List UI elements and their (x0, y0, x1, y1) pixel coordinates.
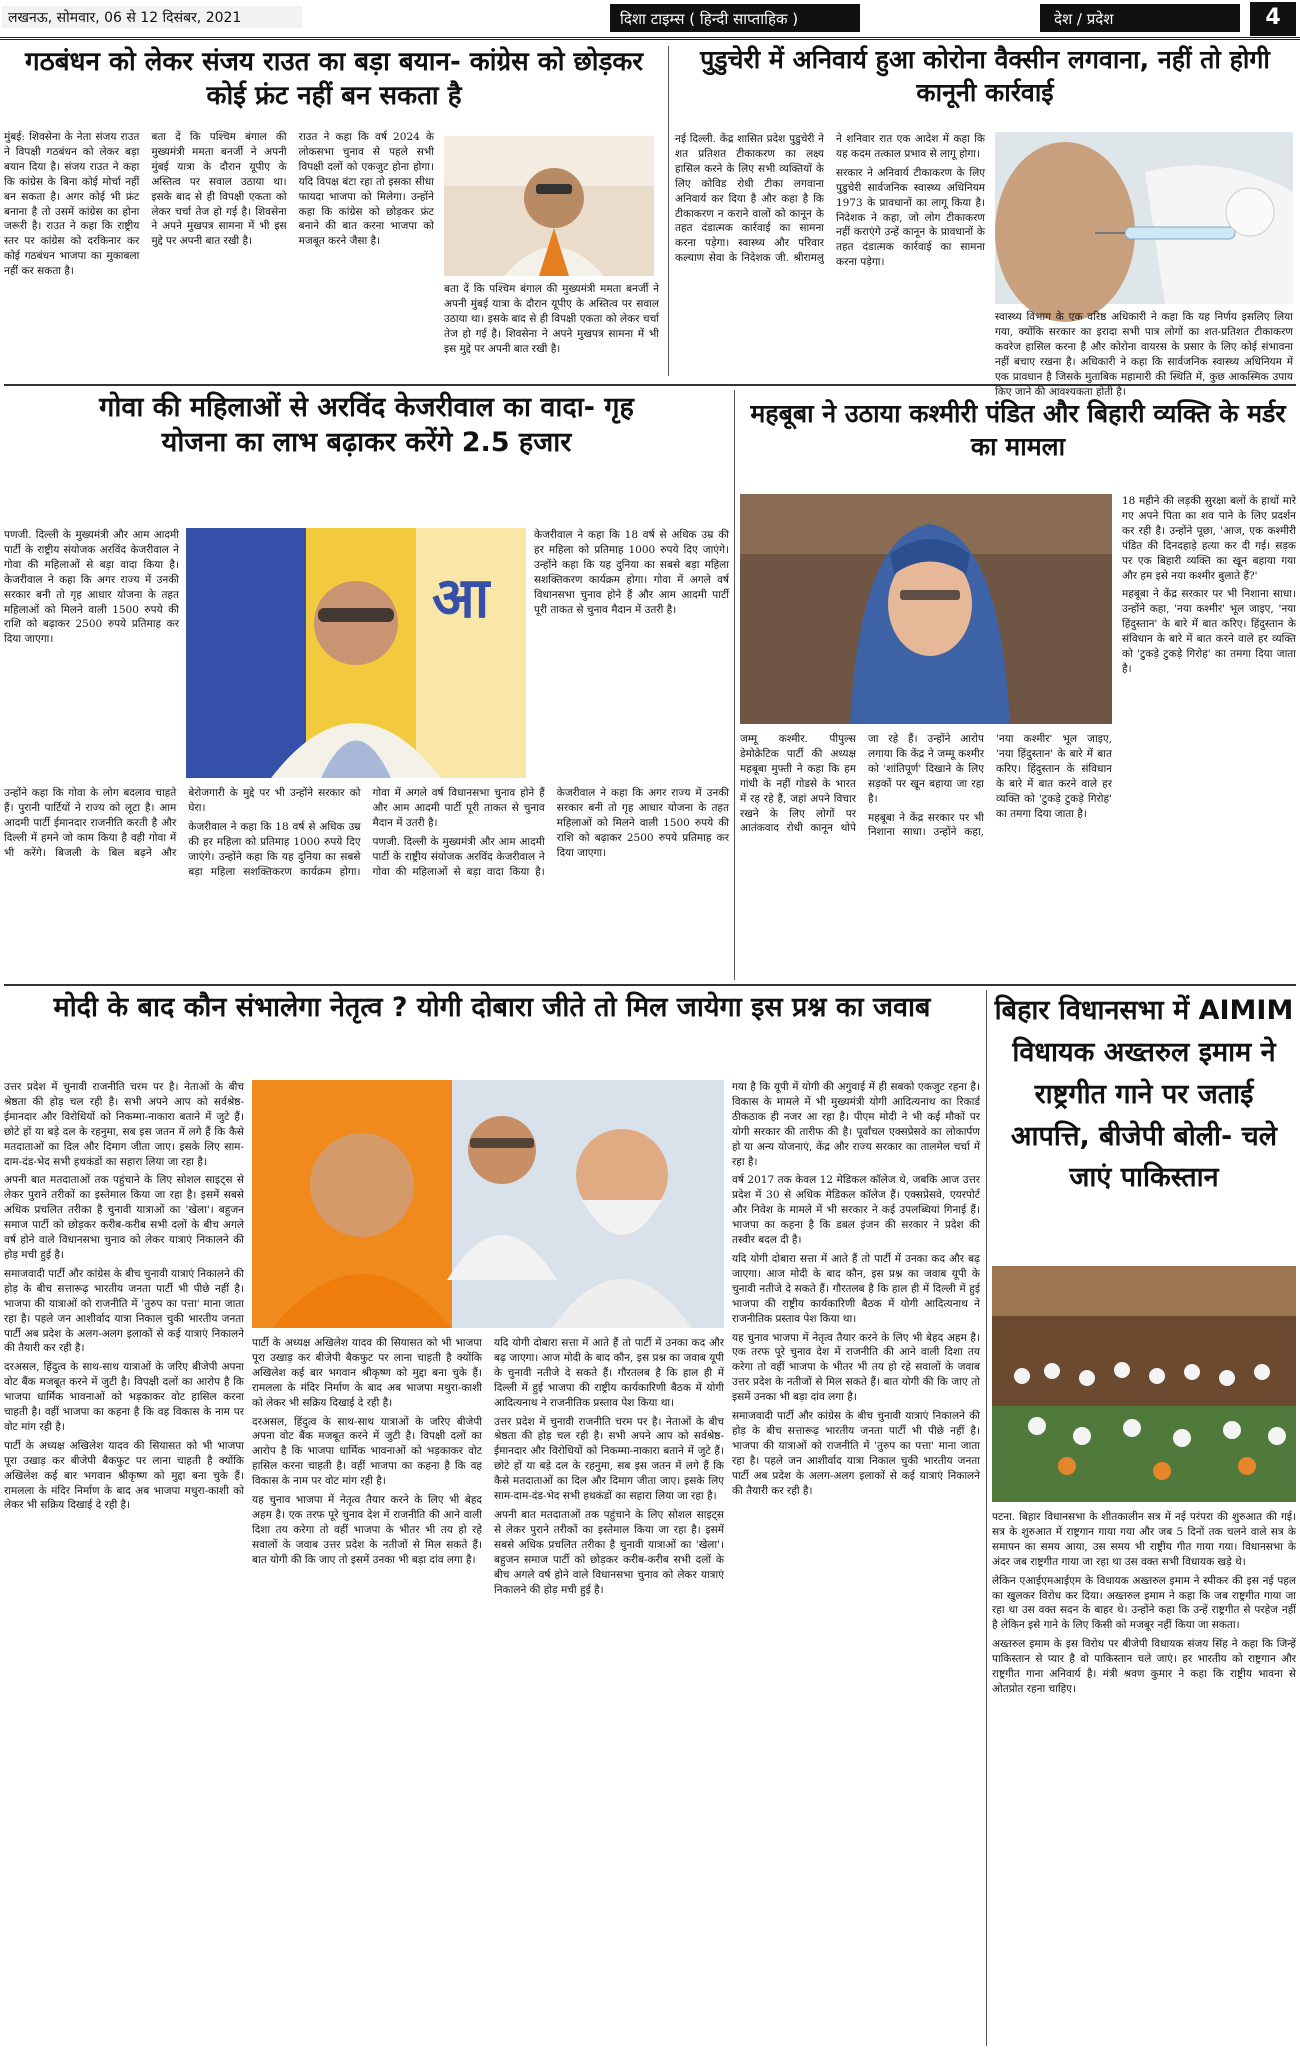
paragraph: मुंबई: शिवसेना के नेता संजय राउत ने विपक्षी गठबंधन को लेकर बड़ा बयान दिया है। संजय राउत ने कहा कि कांग्रेस के बिना कोई मोर्चा नहीं बन सकता है। अगर कोई भी फ्रंट बनाना है तो उसमें कांग्रेस का होना जरूरी है। राउत ने कहा कि राष्ट्रीय स्तर पर कांग्रेस को दरकिनार कर कोई गठबंधन भाजपा का मुकाबला नहीं कर सकता है। (4, 131, 140, 278)
story-kejriwal (4, 390, 729, 980)
paragraph: पटना. बिहार विधानसभा के शीतकालीन सत्र में नई परंपरा की शुरुआत की गई। सत्र के शुरुआत में राष्ट्रगान गाया गया और जब 5 दिनों तक चलने वाले सत्र के समापन का समय आया, उस समय भी राष्ट्रीय गीत गाया गया। विधानसभा के अंदर जब राष्ट्रगीत गाया जा रहा था उस वक्त सभी विधायक खड़े थे। (992, 1511, 1296, 1568)
headline-yogi[interactable]: मोदी के बाद कौन संभालेगा नेतृत्व ? योगी दोबारा जीते तो मिल जायेगा इस प्रश्न का जवाब (53, 992, 931, 1023)
paragraph: लेकिन एआईएमआईएम के विधायक अख्तरुल इमाम ने स्पीकर की इस नई पहल का खुलकर विरोध कर दिया। अख्तरुल इमाम ने कहा कि जब राष्ट्रगीत गाया जा रहा था उस वक्त सदन के बाहर थे। उन्होंने कहा कि उन्हें राष्ट्रगीत से परहेज नहीं है लेकिन इसे गाने के लिए किसी को मजबूर नहीं किया जा सकता। (992, 1574, 1296, 1632)
story-mehbooba (740, 398, 1296, 978)
issue-date: लखनऊ, सोमवार, 06 से 12 दिसंबर, 2021 (2, 6, 302, 28)
paragraph: समाजवादी पार्टी और कांग्रेस के बीच चुनावी यात्राएं निकालने की होड़ के बीच सत्तारूढ़ भारतीय जनता पार्टी भी पीछे नहीं है। भाजपा की यात्राओं को राजनीति में 'तुरुप का पत्ता' माना जाता रहा है। पहले जन आशीर्वाद यात्रा निकाल चुकी भारतीय जनता पार्टी अब प्रदेश के अलग-अलग इलाकों से कई यात्राएं निकालने की तैयारी कर रही है। (4, 1267, 244, 1355)
paragraph: पणजी. दिल्ली के मुख्यमंत्री और आम आदमी पार्टी के राष्ट्रीय संयोजक अरविंद केजरीवाल ने गोवा की महिलाओं से बड़ा वादा किया है। केजरीवाल ने कहा कि अगर राज्य में उनकी सरकार बनी तो गृह आधार योजना के तहत महिलाओं को मिलने वाली 1500 रुपये की राशि को बढ़ाकर 2500 रुपये प्रतिमाह कर दिया जाएगा। (4, 529, 179, 646)
headline-vaccine[interactable]: पुडुचेरी में अनिवार्य हुआ कोरोना वैक्सीन लगवाना, नहीं तो होगी कानूनी कार्रवाई (700, 45, 1270, 107)
body-assembly (992, 1510, 1296, 2046)
paragraph: केजरीवाल ने कहा कि 18 वर्ष से अधिक उम्र की हर महिला को प्रतिमाह 1000 रुपये दिए जाएंगे। उन्होंने कहा कि यह दुनिया का सबसे बड़ा महिला सशक्तिकरण कार्यक्रम होगा। गोवा में अगले वर्ष विधानसभा चुनाव होने हैं और आम आदमी पार्टी पूरी ताकत से चुनाव मैदान में उतरी है। (534, 529, 729, 616)
paragraph: वर्ष 2017 तक केवल 12 मेडिकल कॉलेज थे, जबकि आज उत्तर प्रदेश में 30 से अधिक मेडिकल कॉलेज हैं। एक्सप्रेसवे, एयरपोर्ट और निवेश के मामले में भी सरकार ने कई उपलब्धियां गिनाई हैं। भाजपा का कहना है कि डबल इंजन की सरकार ने प्रदेश की तस्वीर बदल दी है। (732, 1174, 980, 1247)
aap-logo-text: आ (432, 566, 490, 631)
paragraph: बता दें कि पश्चिम बंगाल की मुख्यमंत्री ममता बनर्जी ने अपनी मुंबई यात्रा के दौरान यूपीए के अस्तित्व पर सवाल उठाया था। इसके बाद से ही विपक्षी एकता को लेकर चर्चा तेज हो गई है। शिवसेना ने अपने मुखपत्र सामना में भी इस मुद्दे पर अपनी बात रखी है। (151, 131, 287, 248)
body-yogi-col4 (732, 1080, 980, 2046)
paragraph: राउत ने कहा कि वर्ष 2024 के लोकसभा चुनाव से पहले सभी विपक्षी दलों को एकजुट होना होगा। यदि विपक्ष बंटा रहा तो इसका सीधा फायदा भाजपा को मिलेगा। उन्होंने कहा कि कांग्रेस को छोड़कर फ्रंट बनाने की बात करना भाजपा को मजबूत करने जैसा है। (298, 131, 434, 248)
horizontal-divider (4, 984, 1296, 986)
paragraph: यदि योगी दोबारा सत्ता में आते हैं तो पार्टी में उनका कद और बढ़ जाएगा। आज मोदी के बाद कौन, इस प्रश्न का जवाब यूपी के चुनावी नतीजे दे सकते हैं। गौरतलब है कि हाल ही में दिल्ली में हुई भाजपा की राष्ट्रीय कार्यकारिणी बैठक में योगी आदित्यनाथ ने राजनीतिक प्रस्ताव पेश किया था। (494, 1337, 724, 1409)
body-mehbooba-right (1122, 494, 1296, 978)
column-divider (668, 46, 669, 376)
headline-raut[interactable]: गठबंधन को लेकर संजय राउत का बड़ा बयान- कांग्रेस को छोड़कर कोई फ्रंट नहीं बन सकता है (24, 47, 644, 111)
body-kejriwal-left (4, 528, 179, 778)
paper-name: दिशा टाइम्स ( हिन्दी साप्ताहिक ) (610, 4, 860, 32)
paragraph: पार्टी के अध्यक्ष अखिलेश यादव की सियासत को भी भाजपा पूरा उखाड़ कर बीजेपी बैकफुट पर लाना चाहती है क्योंकि अखिलेश कई बार भगवान श्रीकृष्ण को मुद्दा बना चुके हैं। रामलला के मंदिर निर्माण के बाद अब भाजपा मथुरा-काशी को लेकर भी सक्रिय दिखाई दे रही है। (252, 1337, 482, 1409)
paragraph: सरकार ने अनिवार्य टीकाकरण के लिए पुडुचेरी सार्वजनिक स्वास्थ्य अधिनियम 1973 के प्रावधानों का लागू किया है। निदेशक ने कहा, जो लोग टीकाकरण नहीं कराएंगे उन्हें कानून के प्रावधानों के तहत दंडात्मक कार्रवाई का सामना करना पड़ेगा। (836, 166, 985, 269)
masthead (0, 0, 1300, 40)
body-kejriwal-bottom (4, 786, 729, 980)
paragraph: अपनी बात मतदाताओं तक पहुंचाने के लिए सोशल साइट्स से लेकर पुराने तरीकों का इस्तेमाल किया जा रहा है। इसमें सबसे अधिक प्रचलित तरीका है चुनावी यात्राओं का 'खेला'। बहुजन समाज पार्टी को छोड़कर करीब-करीब सभी दलों के बीच अगले वर्ष होने वाले विधानसभा चुनाव को लेकर यात्राएं निकालने की होड़ मची हुई है। (494, 1508, 724, 1596)
page-number: 4 (1250, 2, 1296, 36)
body-kejriwal-right (534, 528, 729, 778)
paragraph: पणजी. दिल्ली के मुख्यमंत्री और आम आदमी पार्टी के राष्ट्रीय संयोजक अरविंद केजरीवाल ने गोवा की महिलाओं से बड़ा वादा किया है। केजरीवाल ने कहा कि अगर राज्य में उनकी सरकार बनी तो गृह आधार योजना के तहत महिलाओं को मिलने वाली 1500 रुपये की राशि को बढ़ाकर 2500 रुपये प्रतिमाह कर दिया जाएगा। (372, 787, 729, 878)
body-vaccine (675, 132, 985, 378)
paragraph: पार्टी के अध्यक्ष अखिलेश यादव की सियासत को भी भाजपा पूरा उखाड़ कर बीजेपी बैकफुट पर लाना चाहती है क्योंकि अखिलेश कई बार भगवान श्रीकृष्ण को मुद्दा बना चुके हैं। रामलला के मंदिर निर्माण के बाद अब भाजपा मथुरा-काशी को लेकर भी सक्रिय दिखाई दे रही है। (4, 1439, 244, 1512)
paragraph: यदि योगी दोबारा सत्ता में आते हैं तो पार्टी में उनका कद और बढ़ जाएगा। आज मोदी के बाद कौन, इस प्रश्न का जवाब यूपी के चुनावी नतीजे दे सकते हैं। गौरतलब है कि हाल ही में दिल्ली में हुई भाजपा की राष्ट्रीय कार्यकारिणी बैठक में योगी आदित्यनाथ ने राजनीतिक प्रस्ताव पेश किया था। (732, 1252, 980, 1325)
body-raut (4, 130, 434, 376)
section-label: देश / प्रदेश (1040, 4, 1240, 32)
body-mehbooba-bottom (740, 732, 1112, 978)
photo-raut (444, 136, 654, 276)
paragraph: दरअसल, हिंदुत्व के साथ-साथ यात्राओं के जरिए बीजेपी अपना वोट बैंक मजबूत करने में जुटी है। विपक्षी दलों का आरोप है कि भाजपा धार्मिक भावनाओं को भड़काकर वोट हासिल करना चाहती है। वहीं भाजपा का कहना है कि वह विकास के नाम पर वोट मांग रही है। (252, 1415, 482, 1488)
paragraph: समाजवादी पार्टी और कांग्रेस के बीच चुनावी यात्राएं निकालने की होड़ के बीच सत्तारूढ़ भारतीय जनता पार्टी भी पीछे नहीं है। भाजपा की यात्राओं को राजनीति में 'तुरुप का पत्ता' माना जाता रहा है। पहले जन आशीर्वाद यात्रा निकाल चुकी भारतीय जनता पार्टी अब प्रदेश के अलग-अलग इलाकों से कई यात्राएं निकालने की तैयारी कर रही है। (732, 1410, 980, 1497)
paragraph: दरअसल, हिंदुत्व के साथ-साथ यात्राओं के जरिए बीजेपी अपना वोट बैंक मजबूत करने में जुटी है। विपक्षी दलों का आरोप है कि भाजपा धार्मिक भावनाओं को भड़काकर वोट हासिल करना चाहती है। वहीं भाजपा का कहना है कि वह विकास के नाम पर वोट मांग रही है। (4, 1361, 244, 1433)
photo-kejriwal (186, 528, 526, 778)
story-raut (4, 46, 664, 376)
body-yogi-col1 (4, 1080, 244, 2046)
paragraph: महबूबा ने केंद्र सरकार पर भी निशाना साधा। उन्होंने कहा, 'नया कश्मीर' भूल जाइए, 'नया हिंदुस्तान' के बारे में बात करिए। हिंदुस्तान के संविधान के बारे में बात करने वाले हर व्यक्ति को 'टुकड़े टुकड़े गिरोह' का तमगा दिया जाता है। (1122, 588, 1296, 675)
paragraph: बता दें कि पश्चिम बंगाल की मुख्यमंत्री ममता बनर्जी ने अपनी मुंबई यात्रा के दौरान यूपीए के अस्तित्व पर सवाल उठाया था। इसके बाद से ही विपक्षी एकता को लेकर चर्चा तेज हो गई है। शिवसेना ने अपने मुखपत्र सामना में भी इस मुद्दे पर अपनी बात रखी है। (444, 283, 659, 355)
paragraph: महबूबा ने केंद्र सरकार पर भी निशाना साधा। उन्होंने कहा, 'नया कश्मीर' भूल जाइए, 'नया हिंदुस्तान' के बारे में बात करिए। हिंदुस्तान के संविधान के बारे में बात करने वाले हर व्यक्ति को 'टुकड़े टुकड़े गिरोह' का तमगा दिया जाता है। (868, 733, 1112, 839)
paragraph: उत्तर प्रदेश में चुनावी राजनीति चरम पर है। नेताओं के बीच श्रेष्ठता की होड़ चल रही है। सभी अपने आप को सर्वश्रेष्ठ-ईमानदार और विरोधियों को निकम्मा-नाकारा बताने में जुटे हैं। छोटे हों या बड़े दल के रहनुमा, सब इस जतन में लगे हैं कि कैसे मतदाताओं का दिल और दिमाग जीता जाए। इसके लिए साम-दाम-दंड-भेद सभी हथकंडों का सहारा लिया जा रहा है। (494, 1415, 724, 1503)
body-yogi-middle (252, 1336, 724, 2046)
headline-assembly[interactable]: बिहार विधानसभा में AIMIM विधायक अख्तरुल इमाम ने राष्ट्रगीत गाने पर जताई आपत्ति, बीजेपी बोली- चले जाएं पाकिस्तान (994, 995, 1294, 1194)
paragraph: नई दिल्ली. केंद्र शासित प्रदेश पुडुचेरी ने शत प्रतिशत टीकाकरण का लक्ष्य हासिल करने के लिए सभी व्यक्तियों के लिए कोविड रोधी टीका लगवाना अनिवार्य कर दिया है और कहा है कि टीकाकरण न कराने वालों को कानून के तहत दंडात्मक कार्रवाई का सामना करना पड़ेगा। स्वास्थ्य और परिवार कल्याण सेवा के निदेशक जी. श्रीरामलु ने शनिवार रात एक आदेश में कहा कि यह कदम तत्काल प्रभाव से लागू होगा। (675, 133, 985, 265)
paragraph: यह चुनाव भाजपा में नेतृत्व तैयार करने के लिए भी बेहद अहम है। एक तरफ पूरे चुनाव देश में राजनीति की आने वाली दिशा तय करेगा तो वहीं भाजपा के भीतर भी तय हो रहे सवालों के जवाब उत्तर प्रदेश के नतीजों से मिल सकते हैं। बात योगी की कि जाए तो इसमें उनका भी बड़ा दांव लगा है। (252, 1494, 482, 1566)
photo-vaccine (995, 132, 1293, 304)
column-divider (986, 990, 987, 2046)
paragraph: स्वास्थ्य विभाग के एक वरिष्ठ अधिकारी ने कहा कि यह निर्णय इसलिए लिया गया, क्योंकि सरकार का इरादा सभी पात्र लोगों का शत-प्रतिशत टीकाकरण कवरेज हासिल करना है और कोरोना वायरस के प्रसार के लिए कोई संभावना नहीं बचाए रखना है। अधिकारी ने कहा कि सार्वजनिक स्वास्थ्य अधिनियम में एक प्रावधान है जिसके मुताबिक महामारी की स्थिति में, कुछ आकस्मिक उपाय किए जाने की आवश्यकता होती है। (995, 311, 1293, 398)
paragraph: अपनी बात मतदाताओं तक पहुंचाने के लिए सोशल साइट्स से लेकर पुराने तरीकों का इस्तेमाल किया जा रहा है। इसमें सबसे अधिक प्रचलित तरीका है चुनावी यात्राओं का 'खेला'। बहुजन समाज पार्टी को छोड़कर करीब-करीब सभी दलों के बीच अगले वर्ष होने वाले विधानसभा चुनाव को लेकर यात्राएं निकालने की होड़ मची हुई है। (4, 1174, 244, 1261)
photo-assembly (992, 1266, 1296, 1502)
story-yogi (4, 990, 980, 2046)
paragraph: केजरीवाल ने कहा कि 18 वर्ष से अधिक उम्र की हर महिला को प्रतिमाह 1000 रुपये दिए जाएंगे। उन्होंने कहा कि यह दुनिया का सबसे बड़ा महिला सशक्तिकरण कार्यक्रम होगा। गोवा में अगले वर्ष विधानसभा चुनाव होने हैं और आम आदमी पार्टी पूरी ताकत से चुनाव मैदान में उतरी है। (188, 787, 545, 878)
body-vaccine-cont (995, 310, 1293, 398)
paragraph: उन्होंने कहा कि गोवा के लोग बदलाव चाहते हैं। पुरानी पार्टियों ने राज्य को लूटा है। आम आदमी पार्टी ईमानदार राजनीति करती है और दिल्ली में हमने जो काम किया है वही गोवा में भी करेंगे। बिजली के बिल बढ़ने और बेरोजगारी के मुद्दे पर भी उन्होंने सरकार को घेरा। (4, 787, 361, 859)
column-divider (734, 390, 735, 980)
story-vaccine (675, 44, 1295, 398)
paragraph: यह चुनाव भाजपा में नेतृत्व तैयार करने के लिए भी बेहद अहम है। एक तरफ पूरे चुनाव देश में राजनीति की आने वाली दिशा तय करेगा तो वहीं भाजपा के भीतर भी तय हो रहे सवालों के जवाब उत्तर प्रदेश के नतीजों से मिल सकते हैं। बात योगी की कि जाए तो इसमें उनका भी बड़ा दांव लगा है। (732, 1331, 980, 1404)
story-assembly (992, 990, 1296, 2046)
paragraph: जम्मू कश्मीर. पीपुल्स डेमोक्रेटिक पार्टी की अध्यक्ष महबूबा मुफ्ती ने कहा कि हम गांधी के नहीं गोडसे के भारत में रह रहे हैं, जहां अपने विचार रखने के लिए लोगों पर आतंकवाद रोधी कानून थोपे जा रहे हैं। उन्होंने आरोप लगाया कि केंद्र ने जम्मू कश्मीर को 'शांतिपूर्ण' दिखाने के लिए सड़कों पर खून बहाया जा रहा है। (740, 733, 984, 835)
paragraph: उत्तर प्रदेश में चुनावी राजनीति चरम पर है। नेताओं के बीच श्रेष्ठता की होड़ चल रही है। सभी अपने आप को सर्वश्रेष्ठ-ईमानदार और विरोधियों को निकम्मा-नाकारा बताने में जुटे हैं। छोटे हों या बड़े दल के रहनुमा, सब इस जतन में लगे हैं कि कैसे मतदाताओं का दिल और दिमाग जीता जाए। इसके लिए साम-दाम-दंड-भेद सभी हथकंडों का सहारा लिया जा रहा है। (4, 1081, 244, 1168)
body-raut-cont (444, 282, 659, 376)
photo-yogi (252, 1080, 724, 1328)
headline-kejriwal[interactable]: गोवा की महिलाओं से अरविंद केजरीवाल का वादा- गृह योजना का लाभ बढ़ाकर करेंगे 2.5 हजार (99, 392, 634, 459)
photo-mehbooba (740, 494, 1112, 724)
paragraph: गया है कि यूपी में योगी की अगुवाई में ही सबको एकजुट रहना है। विकास के मामले में भी मुख्यमंत्री योगी आदित्यनाथ का रिकार्ड ठीकठाक ही नजर आ रहा है। पीएम मोदी ने भी कई मौकों पर योगी सरकार की तारीफ की है। पूर्वांचल एक्सप्रेसवे का लोकार्पण हो या अन्य योजनाएं, केंद्र और राज्य सरकार का तालमेल चर्चा में रहा है। (732, 1081, 980, 1168)
paragraph: 18 महीने की लड़की सुरक्षा बलों के हाथों मारे गए अपने पिता का शव पाने के लिए प्रदर्शन कर रही है। उन्होंने पूछा, 'आज, एक कश्मीरी पंडित की दिनदहाड़े हत्या कर दी गई। सड़क पर एक बिहारी व्यक्ति का खून बहाया गया और हम इसे नया कश्मीर बुलाते हैं?' (1122, 495, 1296, 582)
horizontal-divider (4, 384, 1296, 386)
headline-mehbooba[interactable]: महबूबा ने उठाया कश्मीरी पंडित और बिहारी व्यक्ति के मर्डर का मामला (750, 399, 1286, 461)
paragraph: अख्तरुल इमाम के इस विरोध पर बीजेपी विधायक संजय सिंह ने कहा कि जिन्हें पाकिस्तान से प्यार है वो पाकिस्तान चले जाएं। हर भारतीय को राष्ट्रगान और राष्ट्रगीत गाना अनिवार्य है। मंत्री श्रवण कुमार ने कहा कि राष्ट्रीय भावना से ओतप्रोत रहना चाहिए। (992, 1638, 1296, 1695)
